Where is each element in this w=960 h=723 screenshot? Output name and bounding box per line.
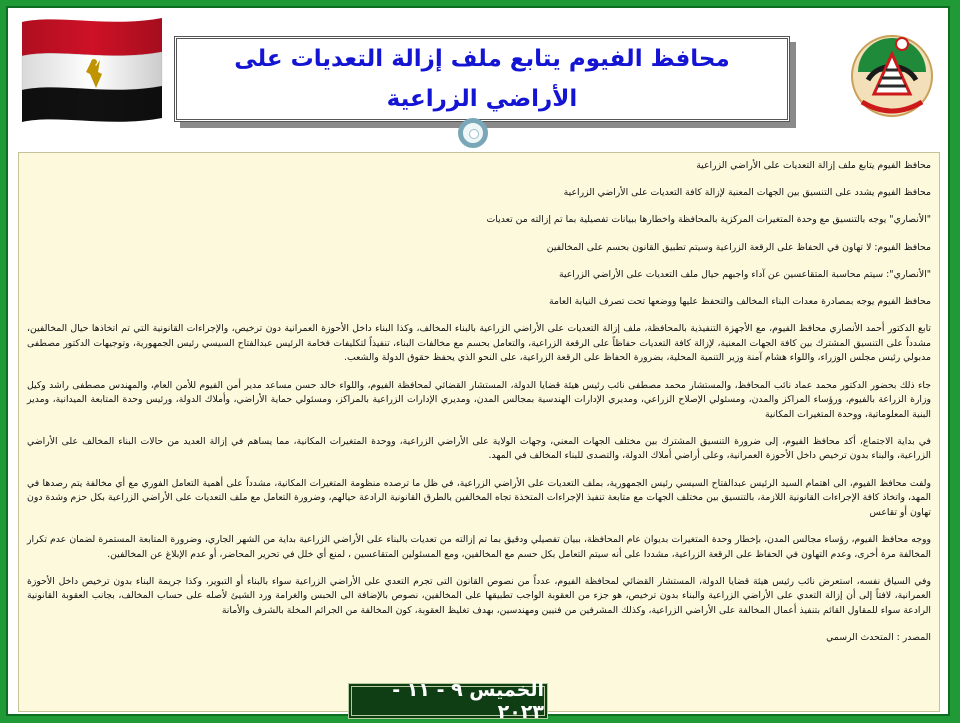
- divider-ring-icon: [458, 118, 488, 148]
- source-line: المصدر : المتحدث الرسمي: [826, 632, 931, 644]
- date-badge: الخميس ٩ - ١١ - ٢٠٢٣: [348, 683, 548, 719]
- page-title: محافظ الفيوم يتابع ملف إزالة التعديات على الأراضي الزراعية: [234, 46, 730, 112]
- headline-4: محافظ الفيوم: لا تهاون في الحفاظ على الرقعة الزراعية وسيتم تطبيق القانون بحسم على المخالفين: [546, 241, 931, 253]
- headline-3: "الأنصاري" يوجه بالتنسيق مع وحدة المتغيرات المركزية بالمحافظة واخطارها ببيانات تفصيلية بما تم إزالته من تعديات: [486, 214, 931, 226]
- headline-1: محافظ الفيوم يتابع ملف إزالة التعديات على الأراضي الزراعية: [696, 160, 931, 171]
- headline-2: محافظ الفيوم يشدد على التنسيق بين الجهات المعنية لإزالة كافة التعديات على الأراضي الزراعية: [563, 187, 931, 199]
- article-paragraph: ووجه محافظ الفيوم، رؤساء مجالس المدن، بإخطار وحدة المتغيرات بديوان عام المحافظة، ببيان تفصيلي ودقيق بما تم إزالته من تعديات بالبناء على الأراضي الزراعية بداية من الشهر الجاري، وضرورة المتابعة المستمرة لضمان عدم تكرار المخالفة مرة أخرى، وعدم التهاون في الحفاظ على الرقعة الزراعية، مشددا على أنه سيتم التعامل بكل حسم مع المخالفين، ومع المسئولين المتقاعسين ، لمنع أي خلل في تحرير المحاضر، أو عدم الإبلاغ عن المخالفين.: [27, 534, 931, 560]
- article-paragraph: جاء ذلك بحضور الدكتور محمد عماد نائب المحافظ، والمستشار محمد مصطفى نائب رئيس هيئة قضايا الدولة، المستشار القضائي لمحافظة الفيوم، واللواء خالد حسن مساعد مدير أمن الفيوم للأمن العام، والمهندس مصطفى راشد وكيل وزارة الزراعة بالفيوم، ورؤساء المراكز والمدن، ومسئولي الإصلاح الزراعي، ومديري الإدارات الهندسية بمجالس المدن، ومديري الإدارات الزراعية بالمراكز، ومسئولي حماية الأراضي، وأملاك الدولة، ورئيس وحدة المتابعة الميدانية، ومدير البنية المعلوماتية، ووحدة المتغيرات المكانية: [27, 379, 931, 420]
- article-paragraph: ولفت محافظ الفيوم، الى اهتمام السيد الرئيس عبدالفتاح السيسي رئيس الجمهورية، بملف التعديات على الأراضي الزراعية، في ظل ما ترصده منظومة المتغيرات المكانية، مشدداً على أهمية التعامل الفوري مع أي مخالفة يتم رصدها في المهد، واتخاذ كافة الإجراءات القانونية اللازمة، بالتنسيق بين مختلف الجهات مع متابعة تنفيذ الإجراءات المتخذة تجاه المخالفين بالطرق القانونية الرادعة حيالهم، وضرورة التعامل مع ملف التعديات على الأراضي الزراعية بكل حزم وشدة دون تهاون أو تقاعس: [27, 477, 931, 518]
- headline-6: محافظ الفيوم يوجه بمصادرة معدات البناء المخالف والتحفظ عليها ووضعها تحت تصرف النيابة العامة: [549, 295, 931, 307]
- article-body: [18, 152, 940, 712]
- page-frame: [6, 6, 950, 723]
- article-paragraph: في بداية الاجتماع، أكد محافظ الفيوم، إلى ضرورة التنسيق المشترك بين مختلف الجهات المعني، وجهات الولاية على الأراضي الزراعية، ووحدة المتغيرات المكانية، مما يساهم في إزالة العديد من حالات البناء المخالف على الأراضي الزراعية، والبناء بدون ترخيص داخل الأحوزة العمرانية، وعلى أراضي أملاك الدولة، والتصدى للبناء المخالف في المهد.: [27, 435, 931, 462]
- article-paragraph: وفي السياق نفسه، استعرض نائب رئيس هيئة قضايا الدولة، المستشار القضائي لمحافظة الفيوم، عدداً من نصوص القانون التى تجرم التعدي على الأراضي الزراعية سواء بالبناء أو التبوير، وكذا جريمة البناء بدون ترخيص داخل الأحوزة العمرانية، لافتاً إلى أن إزالة التعدي على الأراضي الزراعية والبناء بدون ترخيص، هو جزء من العقوبة الواجب تطبيقها على المخالفين، نصوص بالإضافة الى الحبس والغرامة ورد الشيئ لأصله على حساب المخالف، بجانب العقوبة القانونية الرادعة سواء للمقاول القائم بتنفيذ أعمال المخالفة على الأراضي الزراعية، وكذلك المشرفين من فنيين ومهندسين، بهدف تغليظ العقوبة، كون المخالفة من الجرائم المخلة بالشرف والأمانة: [27, 575, 931, 616]
- egypt-flag-icon: [18, 14, 166, 122]
- headline-5: "الأنصاري": سيتم محاسبة المتقاعسين عن آداء واجبهم حيال ملف التعديات على الأراضي الزراعية: [558, 268, 931, 280]
- governorate-logo-icon: [844, 26, 940, 122]
- article-paragraph: تابع الدكتور أحمد الأنصاري محافظ الفيوم، مع الأجهزة التنفيذية بالمحافظة، ملف إزالة التعديات على الأراضي الزراعية بالبناء المخالف، وكذا البناء داخل الأحوزة العمرانية دون ترخيص، والإجراءات القانونية التي تم اتخاذها حيال المخالفين، مشدداً على التنسيق المشترك بين كافة الجهات المعنية، لإزالة كافة التعديات حفاظاً على الرقعة الزراعية، والتعامل بحسم مع مخالفات البناء، تنفيذاً لتكليفات فخامة الرئيس عبدالفتاح السيسي رئيس الجمهورية، وتوجيهات الدكتور مصطفى مدبولي رئيس مجلس الوزراء، واللواء هشام آمنة وزير التنمية المحلية، بضرورة الحفاظ على الرقعة الزراعية، على النحو الذي يحفظ حقوق الدولة والشعب.: [27, 323, 931, 364]
- title-box: [174, 36, 790, 122]
